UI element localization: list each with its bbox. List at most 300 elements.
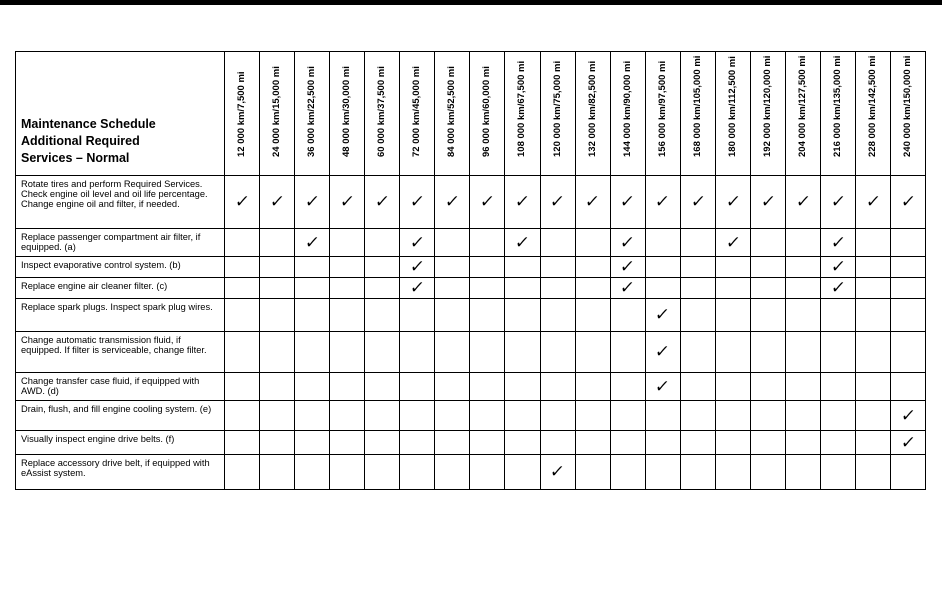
interval-cell — [295, 332, 330, 373]
checkmark-icon: ✓ — [724, 232, 742, 253]
interval-cell — [400, 299, 435, 332]
interval-cell — [890, 373, 925, 401]
interval-cell — [225, 176, 260, 229]
interval-cell — [225, 401, 260, 431]
interval-cell — [680, 455, 715, 490]
interval-cell — [610, 176, 645, 229]
interval-header — [715, 52, 750, 176]
interval-cell — [330, 401, 365, 431]
interval-cell — [575, 373, 610, 401]
interval-label: 144 000 km/90,000 mi — [621, 60, 633, 157]
interval-cell — [330, 455, 365, 490]
checkmark-icon: ✓ — [233, 192, 251, 212]
interval-cell — [785, 455, 820, 490]
table-row — [16, 455, 926, 490]
interval-cell — [680, 373, 715, 401]
checkmark-icon: ✓ — [759, 192, 777, 212]
interval-cell — [260, 431, 295, 455]
interval-cell — [750, 373, 785, 401]
checkmark-icon: ✓ — [478, 192, 497, 212]
interval-cell — [225, 257, 260, 278]
checkmark-icon: ✓ — [829, 232, 847, 253]
interval-cell — [785, 401, 820, 431]
interval-cell — [260, 176, 295, 229]
interval-cell — [505, 278, 540, 299]
interval-cell — [540, 299, 575, 332]
top-border-bar — [0, 0, 942, 5]
service-description: Change transfer case fluid, if equipped with AWD. (d) — [16, 373, 225, 401]
interval-cell — [715, 299, 750, 332]
interval-cell — [295, 257, 330, 278]
interval-cell — [435, 278, 470, 299]
interval-cell — [645, 278, 680, 299]
interval-cell — [715, 229, 750, 257]
title-line: Additional Required — [21, 134, 140, 148]
interval-cell — [400, 455, 435, 490]
interval-cell — [540, 431, 575, 455]
interval-cell — [820, 431, 855, 455]
interval-label: 204 000 km/127,500 mi — [796, 55, 808, 157]
interval-cell — [225, 431, 260, 455]
interval-cell — [365, 455, 400, 490]
interval-cell — [890, 455, 925, 490]
interval-cell — [400, 257, 435, 278]
interval-cell — [260, 299, 295, 332]
interval-cell — [610, 455, 645, 490]
interval-cell — [540, 229, 575, 257]
interval-cell — [645, 401, 680, 431]
interval-label: 120 000 km/75,000 mi — [551, 60, 563, 157]
interval-cell — [855, 332, 890, 373]
interval-cell — [610, 229, 645, 257]
interval-cell — [820, 299, 855, 332]
interval-cell — [400, 373, 435, 401]
interval-cell — [855, 299, 890, 332]
interval-label: 168 000 km/105,000 mi — [691, 55, 703, 157]
table-row — [16, 299, 926, 332]
interval-header — [470, 52, 505, 176]
interval-cell — [750, 401, 785, 431]
interval-cell — [855, 373, 890, 401]
table-row — [16, 401, 926, 431]
interval-header — [855, 52, 890, 176]
interval-header — [225, 52, 260, 176]
interval-cell — [295, 229, 330, 257]
interval-cell — [890, 299, 925, 332]
interval-cell — [435, 229, 470, 257]
interval-cell — [435, 401, 470, 431]
interval-cell — [260, 455, 295, 490]
interval-cell — [505, 332, 540, 373]
interval-header — [575, 52, 610, 176]
interval-cell — [365, 278, 400, 299]
checkmark-icon: ✓ — [619, 278, 637, 298]
checkmark-icon: ✓ — [514, 192, 532, 212]
interval-cell — [540, 373, 575, 401]
checkmark-icon: ✓ — [899, 405, 917, 426]
interval-cell — [855, 401, 890, 431]
interval-cell — [645, 373, 680, 401]
interval-cell — [715, 431, 750, 455]
interval-cell — [260, 257, 295, 278]
interval-cell — [855, 257, 890, 278]
interval-cell — [295, 401, 330, 431]
interval-cell — [680, 229, 715, 257]
checkmark-icon: ✓ — [619, 192, 637, 212]
interval-cell — [575, 431, 610, 455]
interval-cell — [225, 373, 260, 401]
interval-cell — [645, 257, 680, 278]
interval-header — [890, 52, 925, 176]
checkmark-icon: ✓ — [584, 192, 602, 212]
interval-cell — [680, 401, 715, 431]
interval-cell — [470, 278, 505, 299]
interval-cell — [645, 229, 680, 257]
interval-cell — [295, 431, 330, 455]
interval-cell — [540, 176, 575, 229]
interval-cell — [505, 401, 540, 431]
maintenance-schedule-table — [15, 51, 926, 490]
interval-cell — [680, 257, 715, 278]
interval-cell — [610, 278, 645, 299]
interval-cell — [540, 257, 575, 278]
interval-cell — [820, 176, 855, 229]
service-description: Visually inspect engine drive belts. (f) — [16, 431, 225, 455]
interval-cell — [890, 257, 925, 278]
interval-cell — [575, 229, 610, 257]
interval-cell — [505, 229, 540, 257]
interval-cell — [505, 373, 540, 401]
interval-label: 36 000 km/22,500 mi — [306, 66, 318, 157]
interval-cell — [610, 257, 645, 278]
interval-cell — [575, 332, 610, 373]
interval-cell — [645, 455, 680, 490]
checkmark-icon: ✓ — [829, 278, 847, 298]
interval-cell — [680, 431, 715, 455]
interval-cell — [855, 278, 890, 299]
checkmark-icon: ✓ — [619, 232, 637, 253]
interval-cell — [750, 278, 785, 299]
interval-cell — [435, 373, 470, 401]
table-body — [16, 176, 926, 490]
interval-cell — [715, 278, 750, 299]
interval-cell — [890, 401, 925, 431]
interval-cell — [820, 229, 855, 257]
checkmark-icon: ✓ — [443, 192, 462, 212]
interval-cell — [505, 431, 540, 455]
interval-cell — [890, 176, 925, 229]
interval-cell — [540, 455, 575, 490]
checkmark-icon: ✓ — [689, 192, 707, 212]
interval-cell — [470, 455, 505, 490]
interval-cell — [785, 373, 820, 401]
interval-cell — [330, 332, 365, 373]
interval-cell — [505, 176, 540, 229]
interval-cell — [400, 431, 435, 455]
table-row — [16, 257, 926, 278]
interval-cell — [435, 431, 470, 455]
checkmark-icon: ✓ — [724, 192, 742, 212]
interval-cell — [610, 373, 645, 401]
service-description: Change automatic transmission fluid, if equipped. If filter is serviceable, change filter. — [16, 332, 225, 373]
checkmark-icon: ✓ — [408, 278, 426, 298]
interval-label: 60 000 km/37,500 mi — [376, 66, 388, 157]
interval-label: 72 000 km/45,000 mi — [411, 66, 423, 157]
interval-cell — [715, 176, 750, 229]
interval-header — [785, 52, 820, 176]
interval-label: 240 000 km/150,000 mi — [901, 55, 913, 157]
interval-cell — [715, 373, 750, 401]
interval-cell — [330, 176, 365, 229]
interval-cell — [470, 401, 505, 431]
checkmark-icon: ✓ — [899, 192, 917, 212]
interval-cell — [470, 257, 505, 278]
interval-cell — [820, 278, 855, 299]
interval-cell — [750, 257, 785, 278]
interval-cell — [435, 455, 470, 490]
interval-cell — [855, 455, 890, 490]
interval-cell — [365, 299, 400, 332]
interval-cell — [295, 373, 330, 401]
checkmark-icon: ✓ — [338, 192, 356, 212]
interval-cell — [365, 229, 400, 257]
interval-cell — [365, 373, 400, 401]
table-title — [16, 52, 225, 176]
interval-cell — [365, 431, 400, 455]
interval-cell — [855, 229, 890, 257]
table-row — [16, 229, 926, 257]
interval-cell — [680, 299, 715, 332]
interval-cell — [855, 431, 890, 455]
checkmark-icon: ✓ — [654, 305, 672, 325]
service-description: Rotate tires and perform Required Services. Check engine oil level and oil life percentage. Change engine oil and filter, if needed. — [16, 176, 225, 229]
interval-cell — [785, 278, 820, 299]
interval-cell — [330, 278, 365, 299]
interval-header — [540, 52, 575, 176]
interval-cell — [295, 455, 330, 490]
table-row — [16, 332, 926, 373]
interval-label: 12 000 km/7,500 mi — [236, 71, 248, 157]
interval-cell — [400, 401, 435, 431]
interval-cell — [575, 455, 610, 490]
interval-cell — [855, 176, 890, 229]
interval-cell — [330, 431, 365, 455]
interval-cell — [435, 332, 470, 373]
interval-cell — [610, 299, 645, 332]
interval-cell — [435, 257, 470, 278]
checkmark-icon: ✓ — [829, 192, 847, 212]
interval-cell — [470, 299, 505, 332]
interval-cell — [260, 278, 295, 299]
service-description: Replace accessory drive belt, if equipped with eAssist system. — [16, 455, 225, 490]
service-description: Replace passenger compartment air filter, if equipped. (a) — [16, 229, 225, 257]
interval-cell — [365, 332, 400, 373]
interval-cell — [575, 176, 610, 229]
interval-cell — [435, 176, 470, 229]
interval-cell — [820, 257, 855, 278]
checkmark-icon: ✓ — [864, 192, 882, 212]
interval-cell — [470, 431, 505, 455]
checkmark-icon: ✓ — [303, 232, 321, 253]
interval-cell — [400, 176, 435, 229]
interval-cell — [610, 332, 645, 373]
interval-header — [505, 52, 540, 176]
interval-cell — [260, 373, 295, 401]
checkmark-icon: ✓ — [514, 232, 532, 253]
checkmark-icon: ✓ — [408, 192, 426, 212]
interval-cell — [330, 229, 365, 257]
interval-cell — [820, 455, 855, 490]
interval-header — [680, 52, 715, 176]
interval-cell — [785, 299, 820, 332]
interval-header — [295, 52, 330, 176]
interval-label: 156 000 km/97,500 mi — [656, 60, 668, 157]
service-description: Replace spark plugs. Inspect spark plug wires. — [16, 299, 225, 332]
interval-cell — [540, 401, 575, 431]
interval-cell — [890, 431, 925, 455]
service-description: Inspect evaporative control system. (b) — [16, 257, 225, 278]
interval-cell — [750, 431, 785, 455]
checkmark-icon: ✓ — [654, 376, 672, 397]
checkmark-icon: ✓ — [654, 342, 672, 362]
interval-header — [820, 52, 855, 176]
checkmark-icon: ✓ — [794, 192, 812, 212]
service-description: Drain, flush, and fill engine cooling system. (e) — [16, 401, 225, 431]
interval-cell — [295, 176, 330, 229]
interval-cell — [260, 401, 295, 431]
interval-cell — [785, 332, 820, 373]
service-description: Replace engine air cleaner filter. (c) — [16, 278, 225, 299]
interval-cell — [470, 373, 505, 401]
interval-label: 84 000 km/52,500 mi — [446, 66, 458, 157]
interval-cell — [750, 455, 785, 490]
interval-cell — [820, 401, 855, 431]
interval-cell — [225, 229, 260, 257]
interval-header — [330, 52, 365, 176]
interval-cell — [785, 176, 820, 229]
interval-cell — [785, 431, 820, 455]
interval-cell — [330, 257, 365, 278]
interval-label: 108 000 km/67,500 mi — [516, 60, 528, 157]
interval-cell — [400, 278, 435, 299]
interval-cell — [225, 332, 260, 373]
checkmark-icon: ✓ — [268, 192, 286, 212]
checkmark-icon: ✓ — [654, 192, 672, 212]
interval-cell — [470, 229, 505, 257]
table-header-row — [16, 52, 926, 176]
table-row — [16, 278, 926, 299]
interval-label: 24 000 km/15,000 mi — [271, 66, 283, 157]
interval-cell — [715, 332, 750, 373]
interval-header — [645, 52, 680, 176]
interval-cell — [400, 332, 435, 373]
interval-header — [400, 52, 435, 176]
checkmark-icon: ✓ — [408, 232, 426, 253]
interval-cell — [820, 373, 855, 401]
interval-cell — [365, 401, 400, 431]
interval-label: 132 000 km/82,500 mi — [586, 60, 598, 157]
interval-cell — [330, 373, 365, 401]
checkmark-icon: ✓ — [899, 432, 917, 453]
interval-label: 216 000 km/135,000 mi — [831, 55, 843, 157]
interval-cell — [890, 332, 925, 373]
interval-cell — [575, 299, 610, 332]
interval-cell — [365, 257, 400, 278]
interval-header — [750, 52, 785, 176]
interval-cell — [750, 229, 785, 257]
interval-cell — [575, 278, 610, 299]
interval-cell — [750, 332, 785, 373]
checkmark-icon: ✓ — [303, 192, 321, 212]
interval-cell — [715, 257, 750, 278]
interval-cell — [470, 332, 505, 373]
interval-cell — [680, 278, 715, 299]
interval-cell — [225, 278, 260, 299]
interval-cell — [715, 401, 750, 431]
interval-cell — [365, 176, 400, 229]
table-row — [16, 431, 926, 455]
interval-cell — [750, 176, 785, 229]
interval-header — [260, 52, 295, 176]
interval-cell — [260, 332, 295, 373]
interval-header — [365, 52, 400, 176]
interval-cell — [715, 455, 750, 490]
interval-header — [435, 52, 470, 176]
interval-cell — [645, 176, 680, 229]
interval-header — [610, 52, 645, 176]
interval-cell — [330, 299, 365, 332]
interval-cell — [505, 455, 540, 490]
interval-label: 48 000 km/30,000 mi — [341, 66, 353, 157]
interval-cell — [785, 229, 820, 257]
interval-cell — [575, 257, 610, 278]
interval-label: 96 000 km/60,000 mi — [481, 66, 493, 157]
title-line: Maintenance Schedule — [21, 117, 156, 131]
interval-cell — [820, 332, 855, 373]
table-row — [16, 373, 926, 401]
interval-cell — [645, 431, 680, 455]
interval-cell — [610, 401, 645, 431]
interval-cell — [295, 278, 330, 299]
interval-cell — [505, 257, 540, 278]
interval-cell — [225, 455, 260, 490]
interval-cell — [260, 229, 295, 257]
checkmark-icon: ✓ — [619, 257, 637, 277]
checkmark-icon: ✓ — [373, 192, 391, 212]
interval-cell — [540, 332, 575, 373]
interval-label: 228 000 km/142,500 mi — [866, 55, 878, 157]
checkmark-icon: ✓ — [829, 257, 847, 277]
interval-cell — [225, 299, 260, 332]
interval-cell — [610, 431, 645, 455]
interval-cell — [890, 229, 925, 257]
interval-cell — [785, 257, 820, 278]
interval-cell — [890, 278, 925, 299]
interval-label: 192 000 km/120,000 mi — [761, 55, 773, 157]
table-row — [16, 176, 926, 229]
interval-cell — [295, 299, 330, 332]
interval-cell — [575, 401, 610, 431]
interval-cell — [540, 278, 575, 299]
interval-cell — [750, 299, 785, 332]
interval-cell — [400, 229, 435, 257]
checkmark-icon: ✓ — [549, 192, 567, 212]
checkmark-icon: ✓ — [549, 462, 567, 482]
title-line: Services – Normal — [21, 151, 130, 165]
interval-cell — [505, 299, 540, 332]
interval-cell — [680, 332, 715, 373]
interval-label: 180 000 km/112,500 mi — [726, 56, 738, 157]
